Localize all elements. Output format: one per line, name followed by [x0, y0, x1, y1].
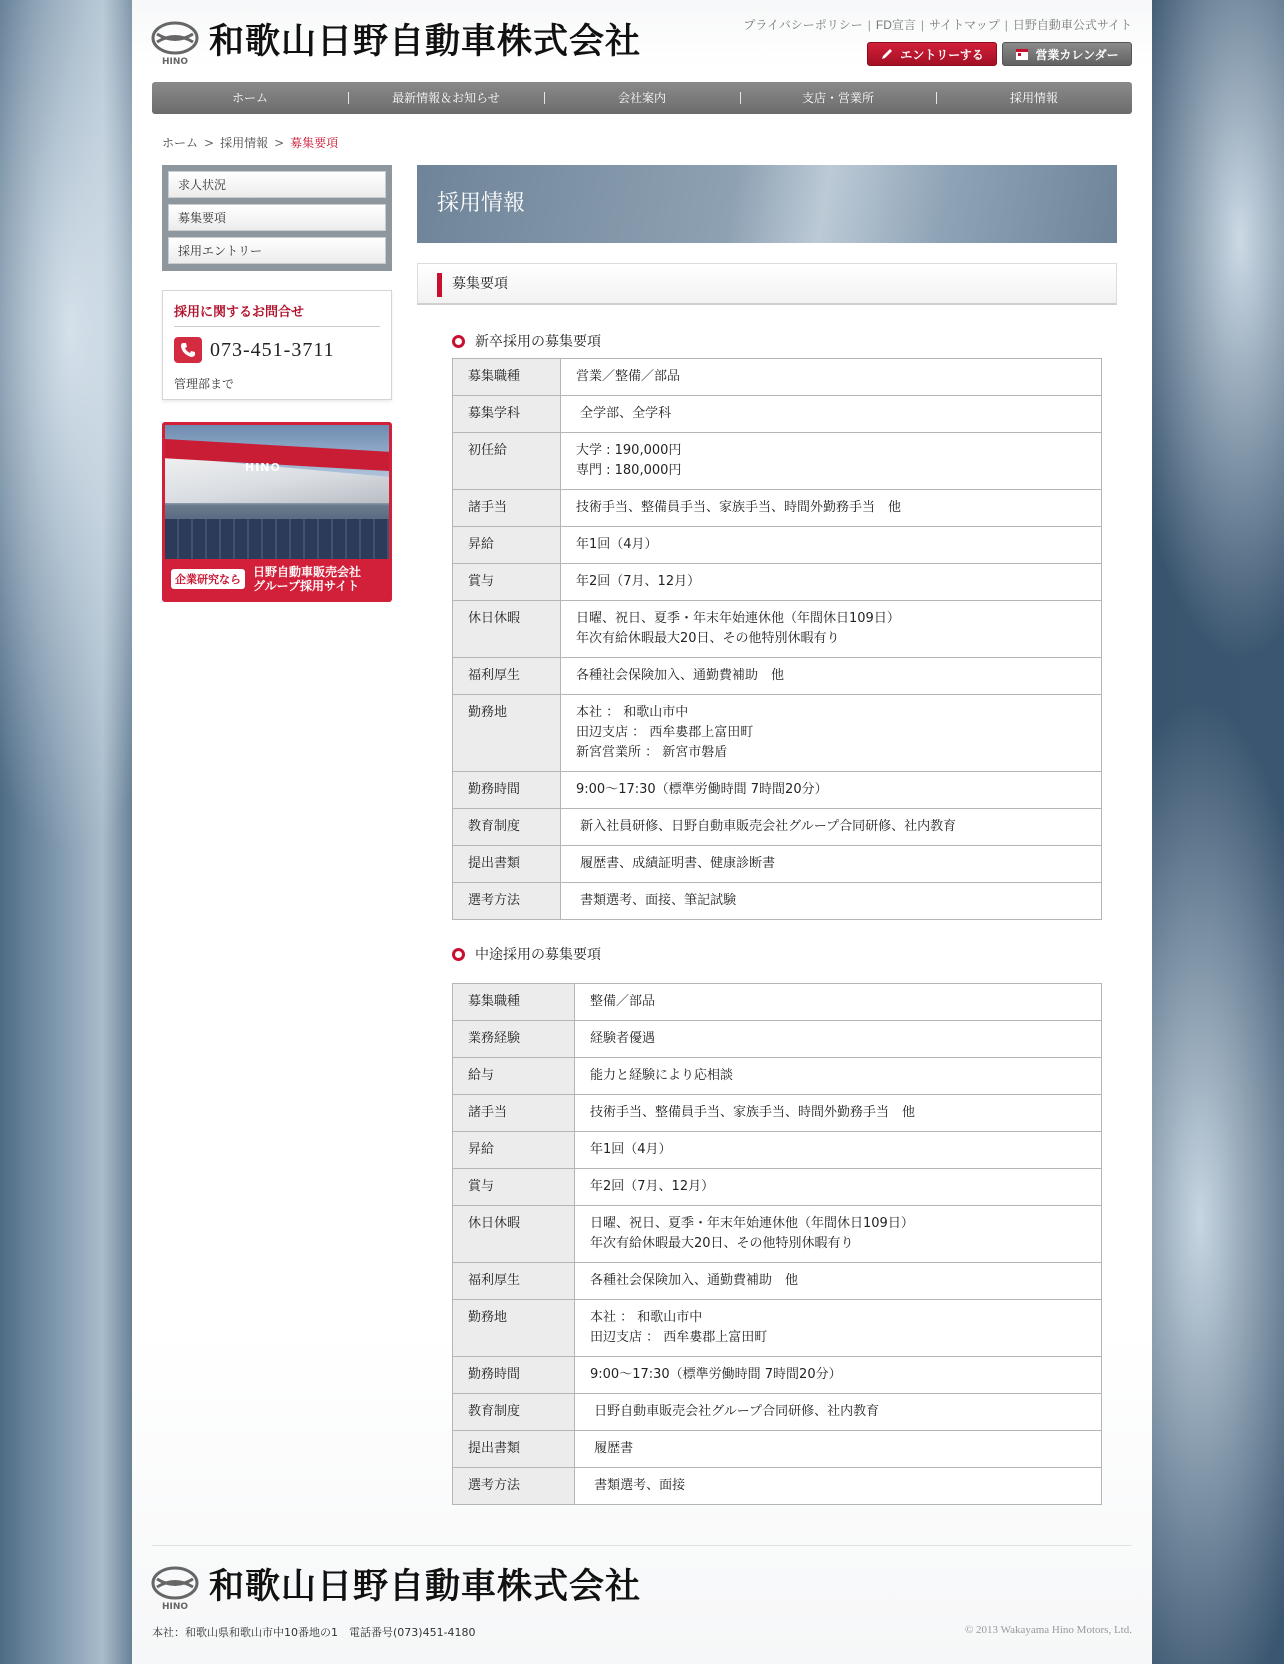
row-value: 日曜、祝日、夏季・年末年始連休他（年間休日109日） 年次有給休暇最大20日、その他特別休暇有り	[561, 601, 1102, 658]
footer-copyright: © 2013 Wakayama Hino Motors, Ltd.	[964, 1624, 1132, 1636]
table-row	[453, 1132, 1102, 1169]
row-value: 技術手当、整備員手当、家族手当、時間外勤務手当 他	[575, 1095, 1102, 1132]
table-row	[453, 1431, 1102, 1468]
hino-official-site-link[interactable]: 日野自動車公式サイト	[1012, 18, 1132, 32]
row-label: 賞与	[453, 564, 561, 601]
section-title: 募集要項	[452, 276, 508, 292]
bullet-ring-icon	[452, 335, 465, 348]
svg-text:HINO: HINO	[161, 57, 189, 66]
entry-button[interactable]	[867, 42, 997, 66]
nav-home[interactable]: ホーム	[231, 91, 268, 105]
banner-line-2: グループ採用サイト	[253, 579, 360, 593]
row-value: 新入社員研修、日野自動車販売会社グループ合同研修、社内教育	[561, 809, 1102, 846]
header-buttons	[867, 42, 1132, 66]
breadcrumb-home[interactable]: ホーム	[162, 136, 199, 150]
row-label: 業務経験	[453, 1021, 575, 1058]
mid-career-title: 中途採用の募集要項	[475, 947, 601, 963]
row-label: 教育制度	[453, 809, 561, 846]
phone-number[interactable]: 073-451-3711	[210, 338, 335, 361]
table-row	[453, 809, 1102, 846]
new-grad-table	[452, 358, 1102, 920]
sitemap-link[interactable]: サイトマップ	[929, 18, 1000, 32]
table-row	[453, 695, 1102, 772]
row-label: 勤務地	[453, 695, 561, 772]
mid-career-heading	[452, 944, 601, 964]
row-label: 選考方法	[453, 1468, 575, 1505]
row-value: 年2回（7月、12月）	[575, 1169, 1102, 1206]
hino-logo-icon	[151, 18, 199, 66]
mid-career-table	[452, 983, 1102, 1505]
row-label: 休日休暇	[453, 1206, 575, 1263]
breadcrumb: ホーム > 採用情報 > 募集要項	[162, 136, 339, 150]
footer-divider	[152, 1545, 1132, 1546]
row-value: 日野自動車販売会社グループ合同研修、社内教育	[575, 1394, 1102, 1431]
banner-brand: HINO	[245, 461, 281, 474]
table-row	[453, 490, 1102, 527]
footer-company-name: 和歌山日野自動車株式会社	[209, 1567, 642, 1607]
row-value: 能力と経験により応相談	[575, 1058, 1102, 1095]
new-grad-heading	[452, 331, 601, 351]
row-label: 勤務地	[453, 1300, 575, 1357]
table-row	[453, 433, 1102, 490]
row-value: 年1回（4月）	[575, 1132, 1102, 1169]
table-row	[453, 527, 1102, 564]
phone-icon	[174, 337, 202, 363]
banner-pill: 企業研究なら	[171, 569, 245, 589]
calendar-icon	[1015, 47, 1029, 61]
table-row	[453, 984, 1102, 1021]
row-value: 日曜、祝日、夏季・年末年始連休他（年間休日109日） 年次有給休暇最大20日、その他特別休暇有り	[575, 1206, 1102, 1263]
table-row	[453, 1357, 1102, 1394]
table-row	[453, 1095, 1102, 1132]
calendar-button[interactable]	[1002, 42, 1132, 66]
table-row	[453, 846, 1102, 883]
row-label: 募集学科	[453, 396, 561, 433]
privacy-policy-link[interactable]: プライバシーポリシー	[743, 18, 863, 32]
contact-note: 管理部まで	[174, 377, 235, 391]
footer-logo[interactable]	[151, 1563, 641, 1611]
table-row	[453, 601, 1102, 658]
row-label: 選考方法	[453, 883, 561, 920]
table-row	[453, 1206, 1102, 1263]
table-row	[453, 1394, 1102, 1431]
bullet-ring-icon	[452, 948, 465, 961]
table-row	[453, 1058, 1102, 1095]
row-value: 各種社会保険加入、通勤費補助 他	[561, 658, 1102, 695]
row-label: 初任給	[453, 433, 561, 490]
table-row	[453, 1263, 1102, 1300]
svg-text:HINO: HINO	[161, 1602, 189, 1611]
table-row	[453, 658, 1102, 695]
table-row	[453, 564, 1102, 601]
table-row	[453, 1021, 1102, 1058]
row-value: 全学部、全学科	[561, 396, 1102, 433]
row-value: 大学 : 190,000円 専門 : 180,000円	[561, 433, 1102, 490]
row-label: 諸手当	[453, 490, 561, 527]
table-row	[453, 1300, 1102, 1357]
row-label: 休日休暇	[453, 601, 561, 658]
row-label: 募集職種	[453, 359, 561, 396]
table-row	[453, 1169, 1102, 1206]
utility-links: プライバシーポリシー | FD宣言 | サイトマップ | 日野自動車公式サイト	[743, 18, 1132, 32]
row-value: 履歴書	[575, 1431, 1102, 1468]
hino-logo-icon	[151, 1563, 199, 1611]
row-value: 書類選考、面接	[575, 1468, 1102, 1505]
row-value: 9:00～17:30（標準労働時間 7時間20分）	[575, 1357, 1102, 1394]
table-row	[453, 359, 1102, 396]
page-title: 採用情報	[437, 191, 526, 216]
site-logo[interactable]	[151, 18, 641, 66]
row-value: 年1回（4月）	[561, 527, 1102, 564]
row-label: 勤務時間	[453, 1357, 575, 1394]
sidebar-item-entry[interactable]: 採用エントリー	[168, 237, 386, 264]
breadcrumb-recruit[interactable]: 採用情報	[220, 136, 269, 150]
row-label: 諸手当	[453, 1095, 575, 1132]
page-title-banner	[417, 165, 1117, 243]
row-value: 営業／整備／部品	[561, 359, 1102, 396]
sidebar-item-openings[interactable]: 求人状況	[168, 171, 386, 198]
table-row	[453, 883, 1102, 920]
row-label: 福利厚生	[453, 1263, 575, 1300]
row-value: 経験者優遇	[575, 1021, 1102, 1058]
section-accent-bar	[437, 273, 442, 297]
table-row	[453, 396, 1102, 433]
fd-declaration-link[interactable]: FD宣言	[875, 18, 916, 32]
row-label: 昇給	[453, 1132, 575, 1169]
nav-news[interactable]: 最新情報＆お知らせ	[348, 82, 544, 114]
row-label: 昇給	[453, 527, 561, 564]
banner-line-1: 日野自動車販売会社	[253, 565, 362, 579]
nav-recruit[interactable]: 採用情報	[936, 82, 1132, 114]
global-nav	[152, 82, 1132, 114]
row-value: 書類選考、面接、筆記試験	[561, 883, 1102, 920]
company-name: 和歌山日野自動車株式会社	[209, 22, 642, 62]
sidebar-item-requirements[interactable]: 募集要項	[168, 204, 386, 231]
row-label: 勤務時間	[453, 772, 561, 809]
contact-title: 採用に関するお問合せ	[174, 301, 380, 327]
row-label: 教育制度	[453, 1394, 575, 1431]
section-heading	[417, 263, 1117, 305]
dealership-photo	[165, 425, 389, 559]
sidebar-menu	[162, 165, 392, 271]
nav-company[interactable]: 会社案内	[544, 82, 740, 114]
contact-phone	[174, 337, 380, 363]
pencil-icon	[880, 47, 894, 61]
breadcrumb-current: 募集要項	[290, 136, 339, 150]
row-value: 9:00～17:30（標準労働時間 7時間20分）	[561, 772, 1102, 809]
row-label: 福利厚生	[453, 658, 561, 695]
table-row	[453, 1468, 1102, 1505]
footer-address: 本社：和歌山県和歌山市中10番地の1 電話番号(073)451-4180	[152, 1626, 476, 1639]
row-value: 本社 ： 和歌山市中 田辺支店 ： 西牟婁郡上富田町	[575, 1300, 1102, 1357]
row-label: 賞与	[453, 1169, 575, 1206]
row-value: 本社 ： 和歌山市中 田辺支店 ： 西牟婁郡上富田町 新宮営業所 ： 新宮市磐盾	[561, 695, 1102, 772]
row-value: 整備／部品	[575, 984, 1102, 1021]
contact-box	[162, 290, 392, 400]
row-value: 各種社会保険加入、通勤費補助 他	[575, 1263, 1102, 1300]
row-label: 募集職種	[453, 984, 575, 1021]
calendar-button-label: 営業カレンダー	[1035, 47, 1119, 62]
row-value: 技術手当、整備員手当、家族手当、時間外勤務手当 他	[561, 490, 1102, 527]
new-grad-title: 新卒採用の募集要項	[475, 334, 601, 350]
entry-button-label: エントリーする	[900, 47, 984, 62]
row-label: 提出書類	[453, 1431, 575, 1468]
table-row	[453, 772, 1102, 809]
page	[132, 0, 1152, 1664]
row-label: 提出書類	[453, 846, 561, 883]
group-recruit-banner[interactable]	[162, 422, 392, 602]
nav-branches[interactable]: 支店・営業所	[740, 82, 936, 114]
row-value: 履歴書、成績証明書、健康診断書	[561, 846, 1102, 883]
row-label: 給与	[453, 1058, 575, 1095]
row-value: 年2回（7月、12月）	[561, 564, 1102, 601]
